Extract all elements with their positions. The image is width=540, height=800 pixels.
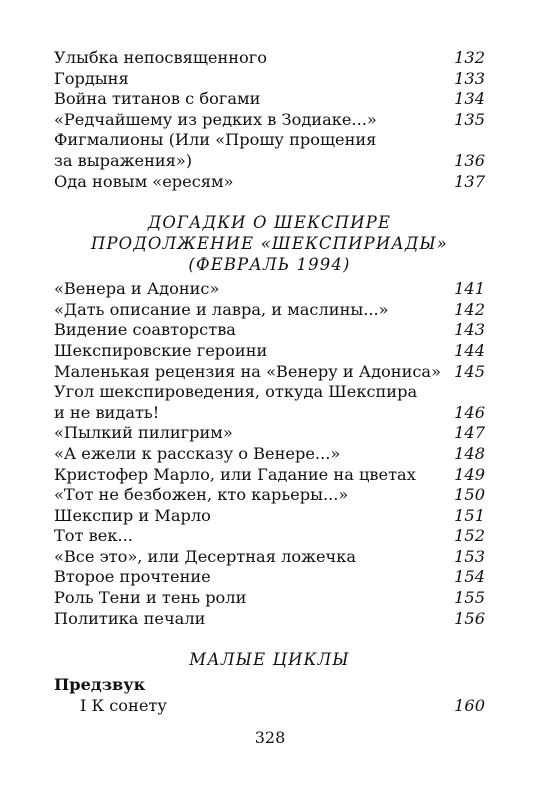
- entry-title: «А ежели к рассказу о Венере...»: [54, 443, 341, 463]
- table-of-contents: [54, 48, 485, 716]
- entry-page: 153: [454, 546, 485, 566]
- entry-page: 147: [454, 423, 485, 443]
- entry-page: 134: [454, 89, 485, 109]
- section-heading-line: (ФЕВРАЛЬ 1994): [188, 255, 351, 275]
- entry-page: 146: [454, 402, 485, 422]
- toc-entry: [54, 485, 485, 506]
- toc-entry: [54, 567, 485, 588]
- toc-entry: [54, 69, 485, 90]
- entry-title: за выражения»): [54, 150, 193, 170]
- section-heading-line: ДОГАДКИ О ШЕКСПИРЕ: [147, 213, 392, 233]
- toc-entry: [54, 382, 485, 403]
- toc-entry: [54, 465, 485, 486]
- entry-page: 143: [454, 320, 485, 340]
- entry-title: Видение соавторства: [54, 320, 236, 340]
- entry-title: Политика печали: [54, 608, 206, 628]
- entry-title: «Пылкий пилигрим»: [54, 423, 233, 443]
- toc-entry: [54, 110, 485, 131]
- page-number: 328: [254, 728, 286, 747]
- toc-entry: [54, 172, 485, 193]
- entry-page: 150: [454, 485, 485, 505]
- entry-page: 137: [454, 171, 485, 191]
- toc-entry: [54, 547, 485, 568]
- entry-title: Гордыня: [54, 68, 129, 88]
- toc-entry: [54, 151, 485, 172]
- toc-entry: [54, 696, 485, 717]
- entry-page: 145: [454, 361, 485, 381]
- entry-page: 151: [454, 505, 485, 525]
- subsection-heading: Предзвук: [54, 675, 146, 695]
- entry-title: Фигмалионы (Или «Прошу прощения: [54, 130, 377, 150]
- entry-page: 136: [454, 150, 485, 170]
- entry-title: «Все это», или Десертная ложечка: [54, 546, 357, 566]
- toc-entry: [54, 506, 485, 527]
- toc-entry: [54, 526, 485, 547]
- entry-title: Маленькая рецензия на «Венеру и Адониса»: [54, 361, 441, 381]
- entry-title: «Тот не безбожен, кто карьеры...»: [54, 485, 349, 505]
- entry-page: 132: [454, 48, 485, 67]
- toc-entry: [54, 588, 485, 609]
- entry-page: 133: [454, 68, 485, 88]
- toc-entry: [54, 444, 485, 465]
- toc-entry: [54, 48, 485, 69]
- entry-title: Второе прочтение: [54, 567, 211, 587]
- entry-page: 152: [454, 526, 485, 546]
- toc-entry: [54, 279, 485, 300]
- toc-entry: [54, 423, 485, 444]
- entry-title: Шекспировские героини: [54, 340, 268, 360]
- entry-title: Улыбка непосвященного: [54, 48, 267, 67]
- section-3-entries: [54, 696, 485, 717]
- entry-title: Шекспир и Марло: [54, 505, 211, 525]
- entry-title: Тот век...: [54, 526, 133, 546]
- entry-title: Угол шекспироведения, откуда Шекспира: [54, 382, 418, 402]
- entry-page: 141: [454, 279, 485, 299]
- entry-title: Война титанов с богами: [54, 89, 261, 109]
- entry-page: 135: [454, 109, 485, 129]
- entry-page: 142: [454, 299, 485, 319]
- entry-page: 156: [454, 608, 485, 628]
- toc-entry: [54, 609, 485, 630]
- entry-page: 144: [454, 340, 485, 360]
- entry-page: 155: [454, 588, 485, 608]
- section-2-heading: [54, 212, 485, 275]
- section-1-entries: [54, 48, 485, 192]
- entry-title: и не видать!: [54, 402, 160, 422]
- toc-entry: [54, 403, 485, 424]
- entry-title: «Редчайшему из редких в Зодиаке...»: [54, 109, 377, 129]
- toc-entry: [54, 341, 485, 362]
- section-2-entries: [54, 279, 485, 629]
- entry-title: Кристофер Марло, или Гадание на цветах: [54, 464, 416, 484]
- entry-page: 149: [454, 464, 485, 484]
- entry-page: 160: [454, 695, 485, 715]
- section-heading-line: ПРОДОЛЖЕНИЕ «ШЕКСПИРИАДЫ»: [90, 234, 449, 254]
- entry-title: Ода новым «ересям»: [54, 171, 234, 191]
- entry-page: 148: [454, 443, 485, 463]
- toc-entry: [54, 130, 485, 151]
- entry-title: Роль Тени и тень роли: [54, 588, 247, 608]
- toc-entry: [54, 320, 485, 341]
- toc-entry: [54, 300, 485, 321]
- entry-title: I К сонету: [80, 695, 167, 715]
- entry-title: «Дать описание и лавра, и маслины...»: [54, 299, 389, 319]
- section-3-heading: МАЛЫЕ ЦИКЛЫ: [189, 650, 350, 670]
- toc-entry: [54, 362, 485, 383]
- entry-title: «Венера и Адонис»: [54, 279, 220, 299]
- entry-page: 154: [454, 567, 485, 587]
- toc-entry: [54, 89, 485, 110]
